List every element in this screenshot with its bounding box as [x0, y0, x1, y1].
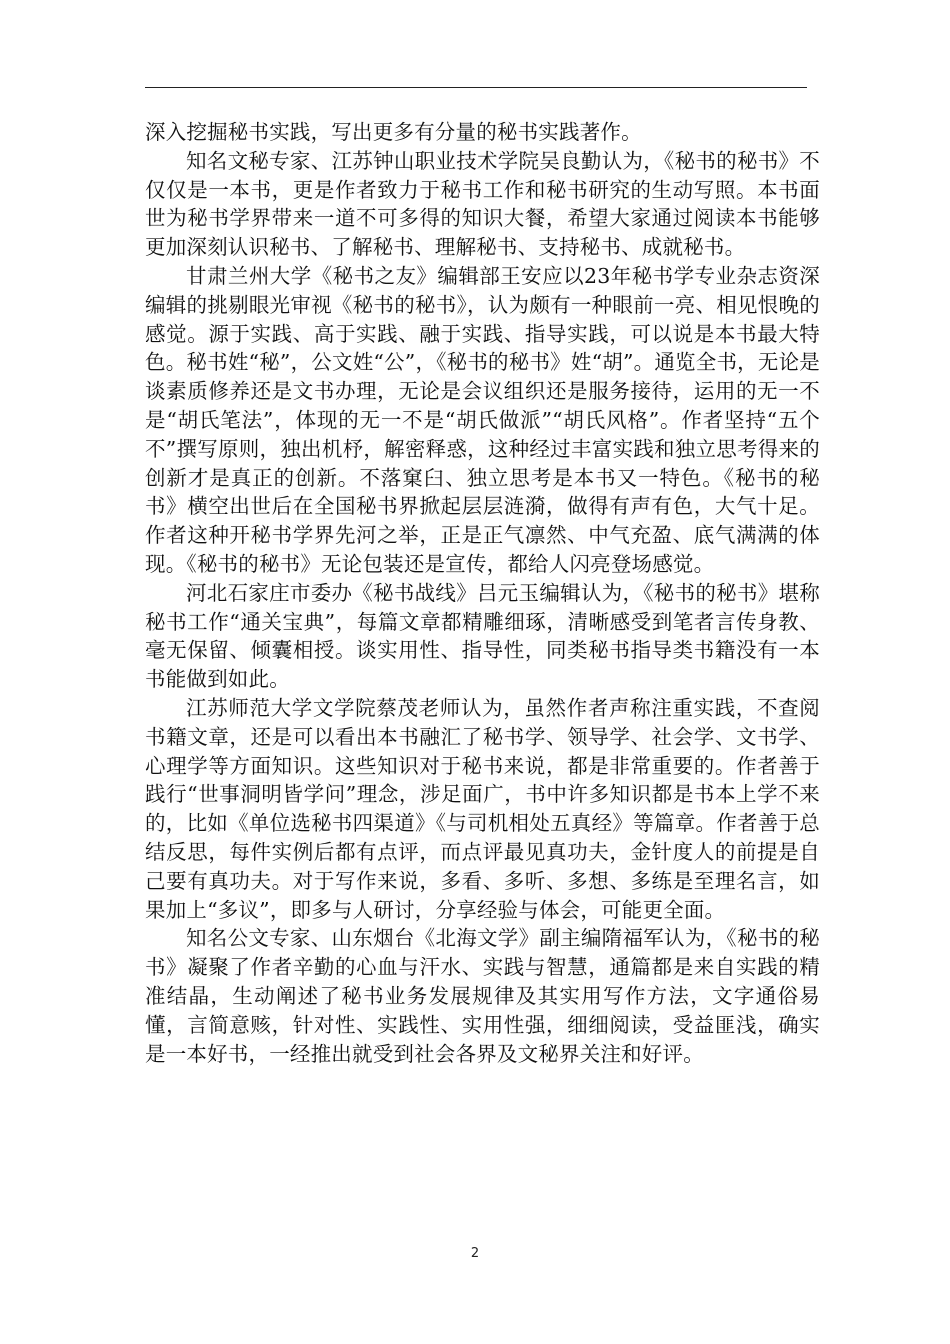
body-text — [145, 118, 820, 1068]
paragraph: 知名公文专家、山东烟台《北海文学》副主编隋福军认为，《秘书的秘书》凝聚了作者辛勤的心血与汗水、实践与智慧，通篇都是来自实践的精准结晶，生动阐述了秘书业务发展规律及其实用写作方法，文字通俗易懂，言简意赅，针对性、实践性、实用性强，细细阅读，受益匪浅，确实是一本好书，一经推出就受到社会各界及文秘界关注和好评。 — [145, 926, 820, 1066]
paragraph: 知名文秘专家、江苏钟山职业技术学院吴良勤认为，《秘书的秘书》不仅仅是一本书，更是作者致力于秘书工作和秘书研究的生动写照。本书面世为秘书学界带来一道不可多得的知识大餐，希望大家通过阅读本书能够更加深刻认识秘书、了解秘书、理解秘书、支持秘书、成就秘书。 — [145, 148, 820, 260]
paragraph: 河北石家庄市委办《秘书战线》吕元玉编辑认为，《秘书的秘书》堪称秘书工作“通关宝典”，每篇文章都精雕细琢，清晰感受到笔者言传身教、毫无保留、倾囊相授。谈实用性、指导性，同类秘书指导类书籍没有一本书能做到如此。 — [145, 580, 820, 692]
paragraph: 深入挖掘秘书实践，写出更多有分量的秘书实践著作。 — [145, 120, 642, 144]
paragraph: 甘肃兰州大学《秘书之友》编辑部王安应以23年秘书学专业杂志资深编辑的挑剔眼光审视《秘书的秘书》，认为颇有一种眼前一亮、相见恨晚的感觉。源于实践、高于实践、融于实践、指导实践，可以说是本书最大特色。秘书姓“秘”，公文姓“公”，《秘书的秘书》姓“胡”。通览全书，无论是谈素质修养还是文书办理，无论是会议组织还是服务接待，运用的无一不是“胡氏笔法”，体现的无一不是“胡氏做派”“胡氏风格”。作者坚持“五个不”撰写原则，独出机杼，解密释惑，这种经过丰富实践和独立思考得来的创新才是真正的创新。不落窠臼、独立思考是本书又一特色。《秘书的秘书》横空出世后在全国秘书界掀起层层涟漪，做得有声有色，大气十足。作者这种开秘书学界先河之举，正是正气凛然、中气充盈、底气满满的体现。《秘书的秘书》无论包装还是宣传，都给人闪亮登场感觉。 — [145, 263, 820, 576]
paragraph: 江苏师范大学文学院蔡茂老师认为，虽然作者声称注重实践，不查阅书籍文章，还是可以看出本书融汇了秘书学、领导学、社会学、文书学、心理学等方面知识。这些知识对于秘书来说，都是非常重要的。作者善于践行“世事洞明皆学问”理念，涉足面广，书中许多知识都是书本上学不来的，比如《单位选秘书四渠道》《与司机相处五真经》等篇章。作者善于总结反思，每件实例后都有点评，而点评最见真功夫，金针度人的前提是自己要有真功夫。对于写作来说，多看、多听、多想、多练是至理名言，如果加上“多议”，即多与人研讨，分享经验与体会，可能更全面。 — [145, 695, 820, 922]
header-rule — [145, 87, 807, 88]
page-number: 2 — [470, 1246, 480, 1261]
